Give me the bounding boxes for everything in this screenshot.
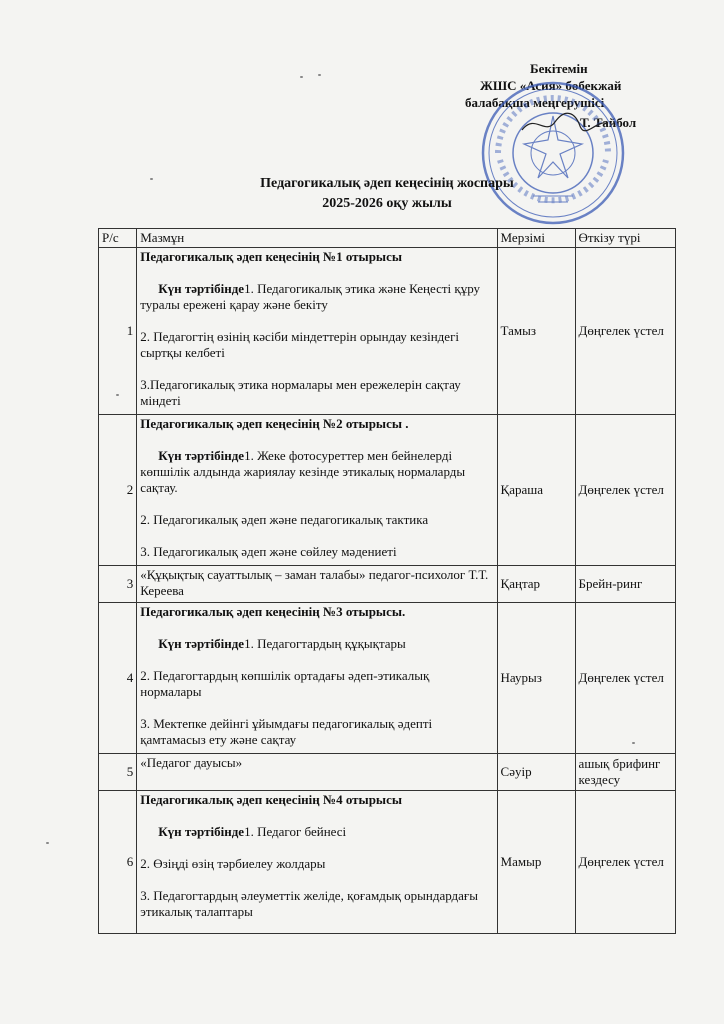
row-date: Наурыз <box>497 603 575 754</box>
session-title: Педагогикалық әдеп кеңесінің №2 отырысы . <box>140 416 409 431</box>
agenda-label: Күн тәртібінде <box>158 448 245 463</box>
scan-speck <box>632 742 635 744</box>
session-title: Педагогикалық әдеп кеңесінің №1 отырысы <box>140 249 402 264</box>
scan-speck <box>300 76 303 78</box>
row-content <box>137 791 497 934</box>
page-title: Педагогикалық әдеп кеңесінің жоспары <box>260 176 514 191</box>
scan-speck <box>116 394 119 396</box>
agenda-item: 1. Педагогикалық этика және Кеңесті құру туралы ережені қарау және бекіту <box>140 281 481 312</box>
table-header-row <box>99 229 676 248</box>
table-row <box>99 791 676 934</box>
agenda-label: Күн тәртібінде <box>158 636 245 651</box>
row-form: Дөңгелек үстел <box>575 248 675 415</box>
row-num: 2 <box>99 415 137 566</box>
agenda-item: 1. Педагог бейнесі <box>244 824 347 839</box>
row-content <box>137 415 497 566</box>
table-row <box>99 415 676 566</box>
row-date: Қаңтар <box>497 566 575 603</box>
scan-speck <box>46 842 49 844</box>
row-date: Қараша <box>497 415 575 566</box>
row-content <box>137 603 497 754</box>
table-row <box>99 566 676 603</box>
row-num: 6 <box>99 791 137 934</box>
agenda-label: Күн тәртібінде <box>158 824 245 839</box>
agenda-item: 3.Педагогикалық этика нормалары мен ережелерін сақтау міндеті <box>140 377 461 408</box>
row-form: ашық брифинг кездесу <box>575 754 675 791</box>
row-num: 3 <box>99 566 137 603</box>
agenda-label: Күн тәртібінде <box>158 281 245 296</box>
row-date: Сәуір <box>497 754 575 791</box>
session-title: Педагогикалық әдеп кеңесінің №4 отырысы <box>140 792 402 807</box>
row-form: Брейн-ринг <box>575 566 675 603</box>
row-content: «Құқықтық сауаттылық – заман талабы» педагог-психолог Т.Т. Кереева <box>137 566 497 603</box>
row-form: Дөңгелек үстел <box>575 415 675 566</box>
agenda-item: 1. Педагогтардың құқықтары <box>244 636 406 651</box>
agenda-item: 3. Педагогикалық әдеп және сөйлеу мәдениеті <box>140 544 397 559</box>
agenda-item: 3. Педагогтардың әлеуметтік желіде, қоғамдық орындардағы этикалық талаптары <box>140 888 478 919</box>
plan-table <box>98 228 676 934</box>
approval-line-approve: Бекітемін <box>530 61 588 76</box>
row-form: Дөңгелек үстел <box>575 791 675 934</box>
table-row <box>99 754 676 791</box>
approval-line-signatory: Т. Тайбол <box>580 115 637 130</box>
approval-line-org: ЖШС «Асия» бөбекжай <box>480 78 622 93</box>
agenda-item: 2. Педагогтардың көпшілік ортадағы әдеп-этикалық нормалары <box>140 668 430 699</box>
row-content: «Педагог дауысы» <box>137 754 497 791</box>
scan-speck <box>318 74 321 76</box>
row-num: 5 <box>99 754 137 791</box>
agenda-item: 2. Педагогикалық әдеп және педагогикалық тактика <box>140 512 429 527</box>
row-date: Мамыр <box>497 791 575 934</box>
approval-line-position: балабақша меңгерушісі <box>465 95 605 110</box>
table-row <box>99 603 676 754</box>
scan-speck <box>150 178 153 180</box>
row-num: 4 <box>99 603 137 754</box>
agenda-item: 2. Педагогтің өзінің кәсіби міндеттерін орындау кезіндегі сыртқы келбеті <box>140 329 460 360</box>
agenda-item: 2. Өзіңді өзің тәрбиелеу жолдары <box>140 856 326 871</box>
agenda-item: 1. Жеке фотосуреттер мен бейнелерді көпшілік алдында жариялау кезінде этикалық нормаларды сақтау. <box>140 448 466 495</box>
header-form: Өткізу түрі <box>575 229 675 248</box>
session-title: Педагогикалық әдеп кеңесінің №3 отырысы. <box>140 604 406 619</box>
table-row <box>99 248 676 415</box>
agenda-item: 3. Мектепке дейінгі ұйымдағы педагогикалық әдепті қамтамасыз ету және сақтау <box>140 716 433 747</box>
signature <box>520 108 610 138</box>
row-num: 1 <box>99 248 137 415</box>
header-content: Мазмұн <box>137 229 497 248</box>
header-date: Мерзімі <box>497 229 575 248</box>
row-date: Тамыз <box>497 248 575 415</box>
page-subtitle-year: 2025-2026 оқу жылы <box>322 196 452 211</box>
row-content <box>137 248 497 415</box>
header-num: Р/с <box>99 229 137 248</box>
row-form: Дөңгелек үстел <box>575 603 675 754</box>
